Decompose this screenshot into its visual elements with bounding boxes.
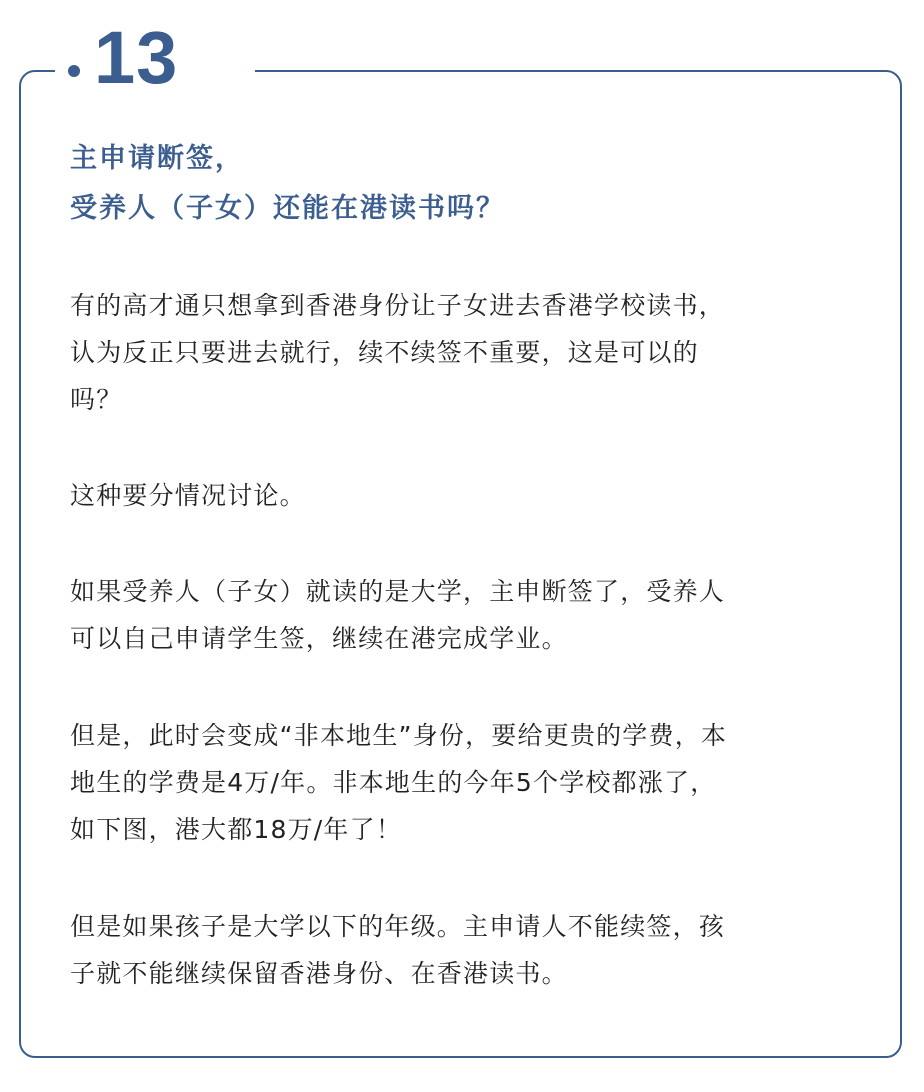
paragraph-line: 可以自己申请学生签，继续在港完成学业。 xyxy=(70,624,568,653)
paragraph-line: 认为反正只要进去就行，续不续签不重要，这是可以的 xyxy=(70,338,699,367)
section-heading xyxy=(70,134,870,234)
paragraph-line: 如下图，港大都18万/年了！ xyxy=(70,815,403,844)
paragraph-line: 吗？ xyxy=(70,385,123,414)
paragraph-line: 但是，此时会变成“非本地生”身份，要给更贵的学费，本 xyxy=(70,721,728,750)
paragraph-discussion xyxy=(70,472,860,519)
paragraph-line: 这种要分情况讨论。 xyxy=(70,481,306,510)
paragraph-line: 地生的学费是4万/年。非本地生的今年5个学校都涨了， xyxy=(70,768,717,797)
paragraph-tuition xyxy=(70,712,860,853)
paragraph-line: 但是如果孩子是大学以下的年级。主申请人不能续签，孩 xyxy=(70,912,726,941)
paragraph-below-university xyxy=(70,903,860,997)
heading-line: 主申请断签， xyxy=(70,143,244,174)
section-number: 13 xyxy=(94,16,179,99)
paragraph-line: 子就不能继续保留香港身份、在香港读书。 xyxy=(70,959,568,988)
paragraph-university xyxy=(70,568,860,662)
badge-dot xyxy=(68,65,80,77)
paragraph-line: 有的高才通只想拿到香港身份让子女进去香港学校读书， xyxy=(70,291,726,320)
paragraph-line: 如果受养人（子女）就读的是大学，主申断签了，受养人 xyxy=(70,577,726,606)
heading-line: 受养人（子女）还能在港读书吗？ xyxy=(70,193,505,224)
paragraph-intro xyxy=(70,282,860,423)
